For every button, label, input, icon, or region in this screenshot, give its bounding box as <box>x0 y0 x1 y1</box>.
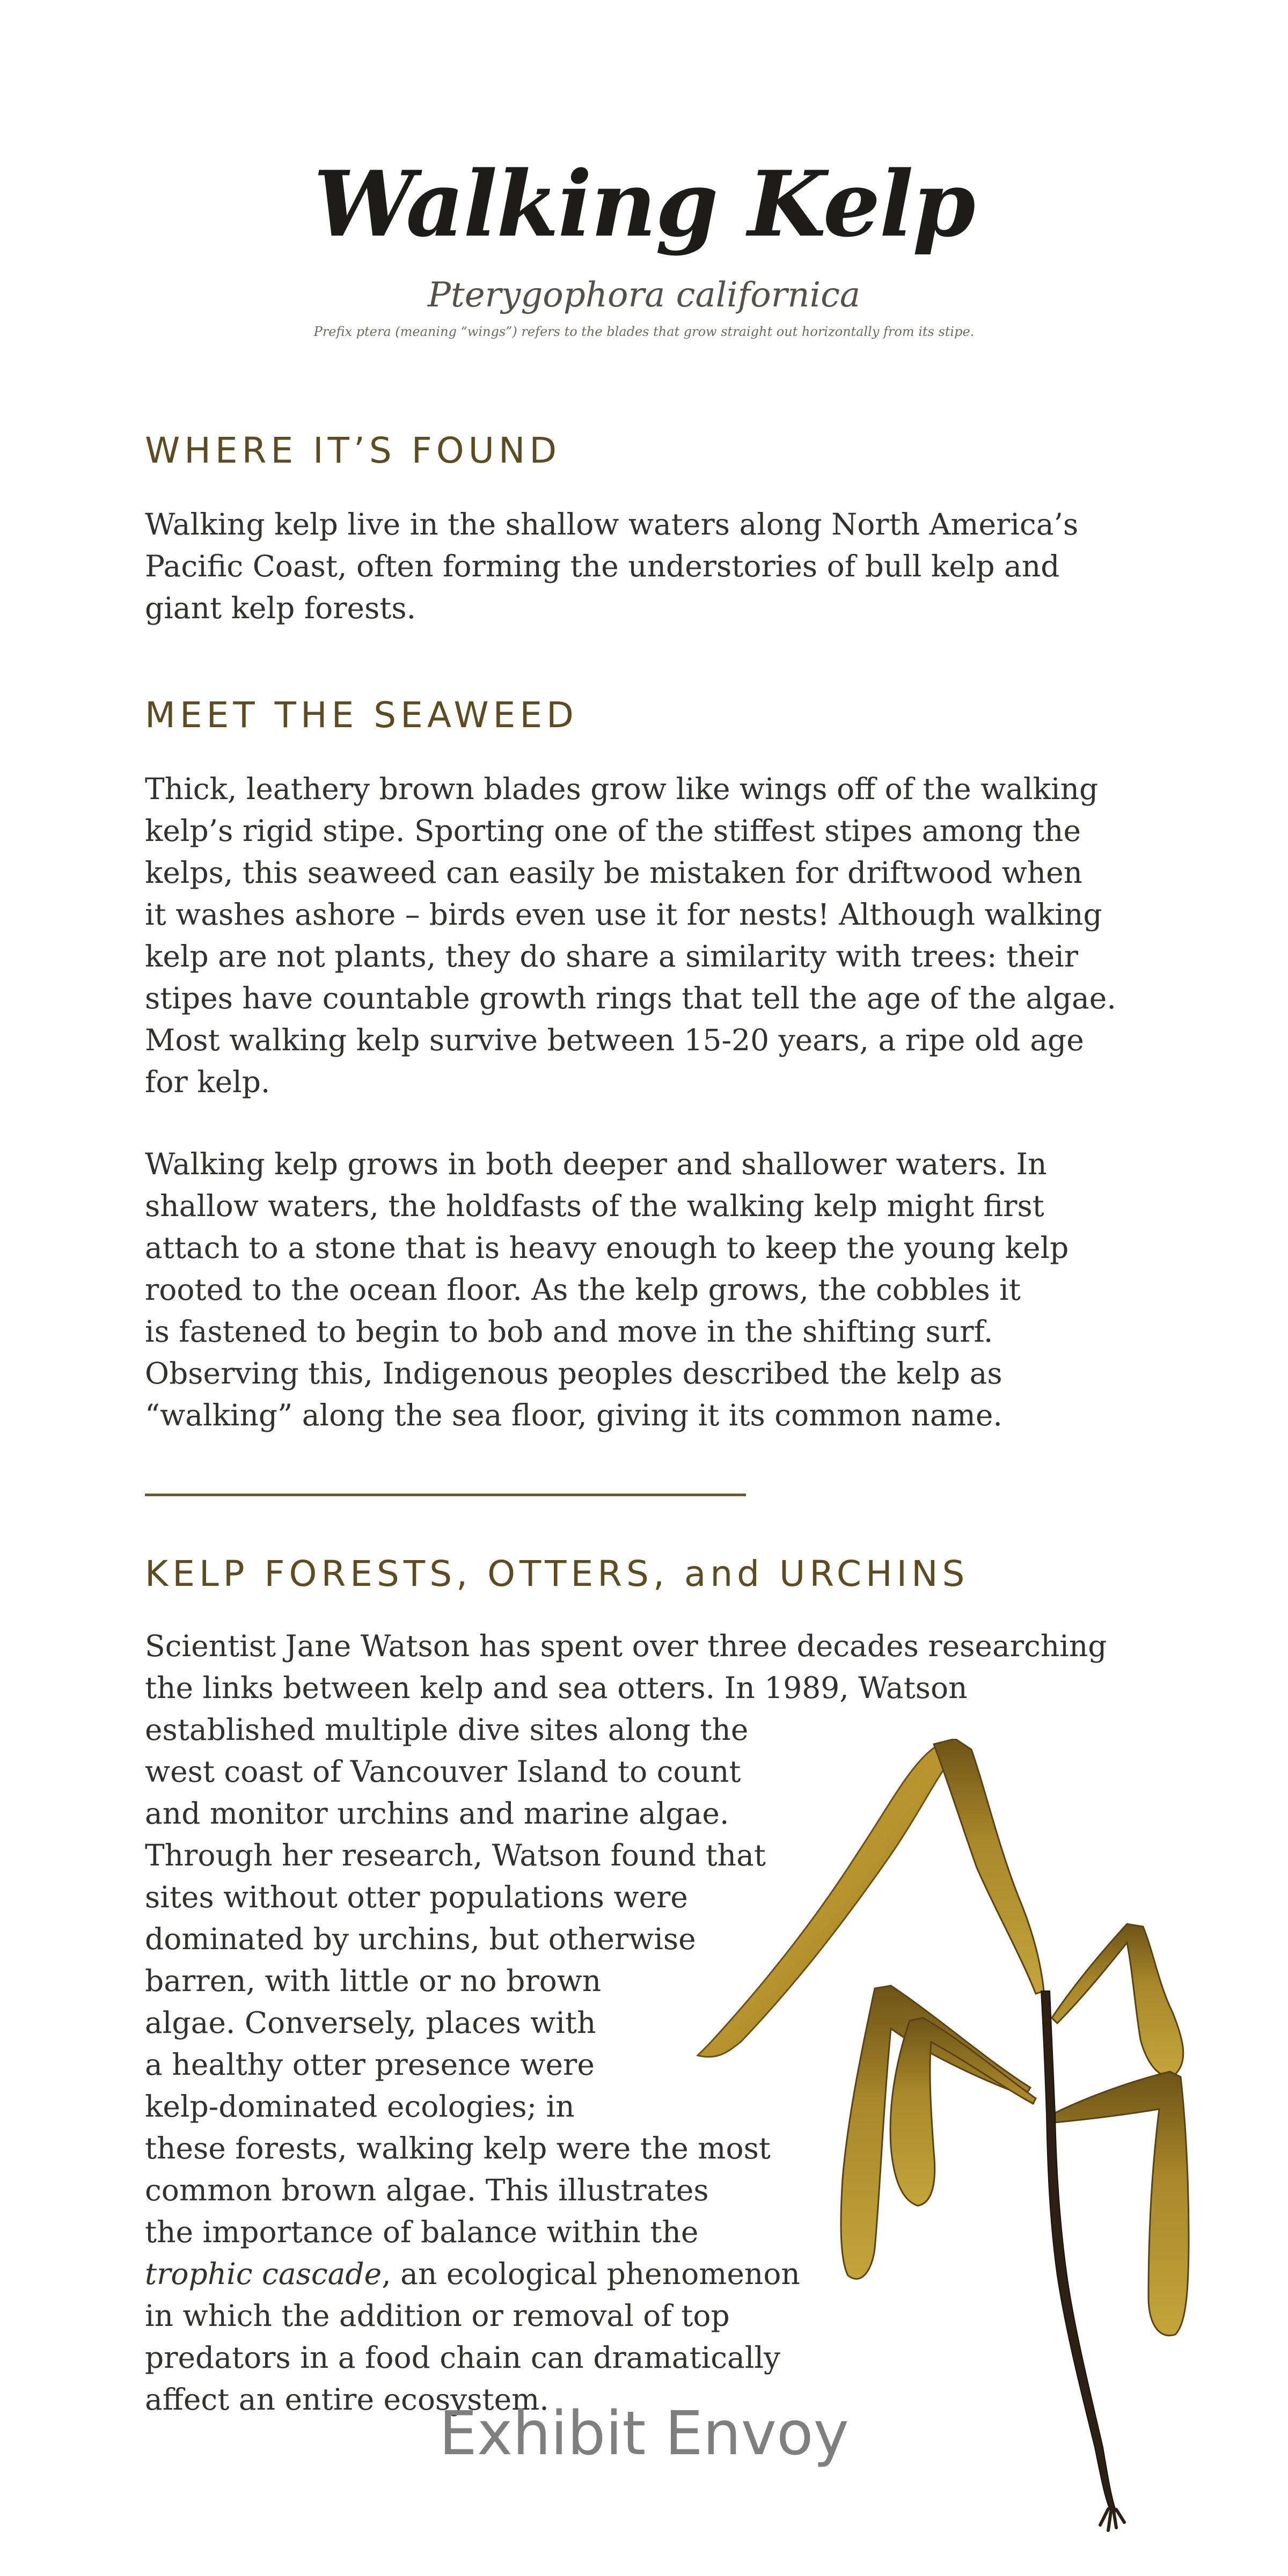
text-line: Thick, leathery brown blades grow like wings off of the walking <box>145 772 1099 806</box>
text-line: barren, with little or no brown <box>145 1964 602 1998</box>
text-line: stipes have countable growth rings that tell the age of the algae. <box>145 981 1116 1015</box>
heading-meet-seaweed: MEET THE SEAWEED <box>145 694 578 736</box>
text-line: for kelp. <box>145 1065 270 1099</box>
text-line: kelps, this seaweed can easily be mistaken for driftwood when <box>145 855 1083 890</box>
watermark: Exhibit Envoy <box>439 2399 849 2469</box>
text-line: affect an entire ecosystem. <box>145 2382 549 2417</box>
text-line: kelp are not plants, they do share a similarity with trees: their <box>145 939 1078 974</box>
text-line: giant kelp forests. <box>145 591 416 625</box>
text-line: west coast of Vancouver Island to count <box>145 1754 741 1789</box>
text-line: attach to a stone that is heavy enough to keep the young kelp <box>145 1231 1069 1265</box>
page-title: Walking Kelp <box>313 151 975 257</box>
text-line: in which the addition or removal of top <box>145 2299 730 2333</box>
text-line: Scientist Jane Watson has spent over three decades researching <box>145 1629 1107 1663</box>
text-line: Through her research, Watson found that <box>145 1838 766 1872</box>
text-line <box>145 2253 1107 2295</box>
section-divider <box>145 1494 746 1496</box>
text-line: Walking kelp live in the shallow waters along North America’s <box>145 507 1079 541</box>
text-line: kelp’s rigid stipe. Sporting one of the stiffest stipes among the <box>145 814 1081 848</box>
text-line: and monitor urchins and marine algae. <box>145 1796 729 1831</box>
text-line: kelp-dominated ecologies; in <box>145 2089 575 2124</box>
heading-where-found: WHERE IT’S FOUND <box>145 430 561 471</box>
text-line: shallow waters, the holdfasts of the walking kelp might first <box>145 1189 1044 1223</box>
text-line: these forests, walking kelp were the most <box>145 2131 771 2165</box>
text-line: Walking kelp grows in both deeper and shallower waters. In <box>145 1147 1047 1181</box>
meet-paragraph-1 <box>145 768 1116 1103</box>
kelp-holdfast <box>1100 2509 1124 2530</box>
text-line: Observing this, Indigenous peoples described the kelp as <box>145 1356 1002 1391</box>
heading-kelp-forests: KELP FORESTS, OTTERS, and URCHINS <box>145 1553 969 1594</box>
text-line: established multiple dive sites along the <box>145 1713 749 1747</box>
text-line: dominated by urchins, but otherwise <box>145 1922 696 1956</box>
text-line: “walking” along the sea floor, giving it its common name. <box>145 1398 1002 1432</box>
found-paragraph <box>145 503 1078 629</box>
text-fragment: , an ecological phenomenon <box>382 2257 800 2291</box>
italic-term: trophic cascade <box>145 2257 382 2291</box>
text-line: Pacific Coast, often forming the understories of bull kelp and <box>145 549 1060 583</box>
text-line: the importance of balance within the <box>145 2215 699 2249</box>
text-line: rooted to the ocean floor. As the kelp grows, the cobbles it <box>145 1272 1021 1307</box>
text-line: Most walking kelp survive between 15-20 years, a ripe old age <box>145 1023 1084 1057</box>
prefix-note: Prefix ptera (meaning “wings”) refers to the blades that grow straight out horizontally from its stipe. <box>313 324 975 339</box>
text-line: is fastened to begin to bob and move in the shifting surf. <box>145 1314 993 1349</box>
meet-paragraph-2 <box>145 1143 1069 1436</box>
text-line: the links between kelp and sea otters. In 1989, Watson <box>145 1671 968 1705</box>
text-line: algae. Conversely, places with <box>145 2006 596 2040</box>
text-line: common brown algae. This illustrates <box>145 2173 709 2207</box>
text-line: sites without otter populations were <box>145 1880 688 1914</box>
forests-paragraph <box>145 1625 1107 2420</box>
scientific-name: Pterygophora californica <box>427 275 861 315</box>
text-line: it washes ashore – birds even use it for nests! Although walking <box>145 897 1102 932</box>
text-line: predators in a food chain can dramatically <box>145 2340 781 2375</box>
text-line: a healthy otter presence were <box>145 2047 595 2082</box>
